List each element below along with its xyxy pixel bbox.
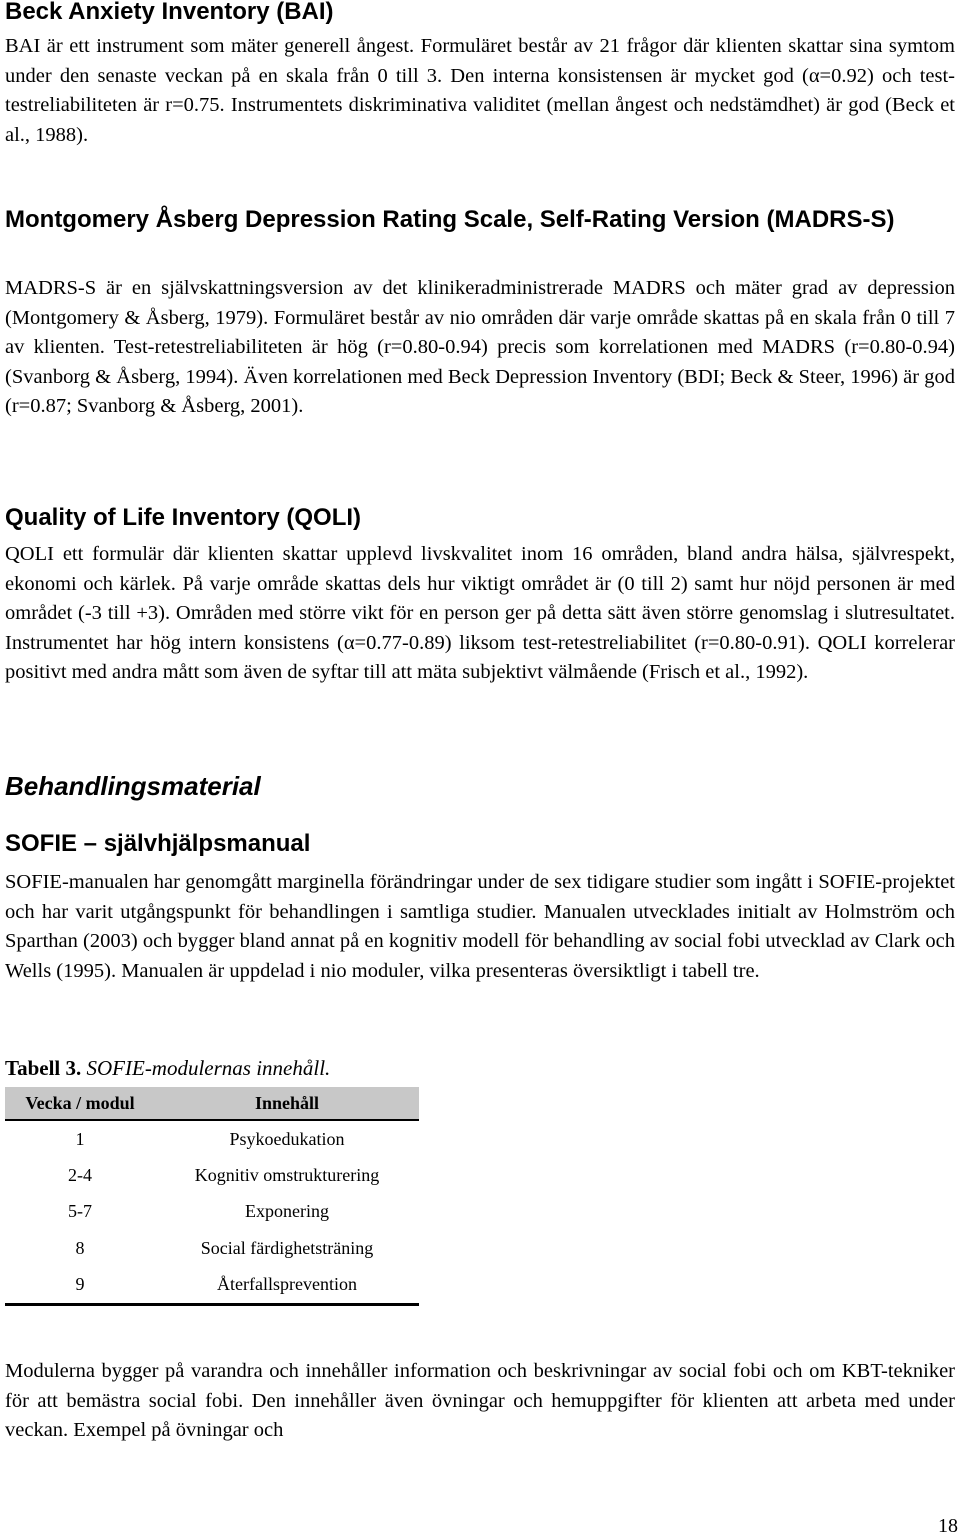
section-heading-sofie: SOFIE – självhjälpsmanual — [5, 830, 311, 857]
paragraph-bai: BAI är ett instrument som mäter generell ångest. Formuläret består av 21 frågor där klienten skattar sina symtom under den senaste veckan på en skala från 0 till 3. Den interna konsistensen är mycket god (α=0.92) och test-testreliabiliteten är r=0.75. Instrumentets diskriminativa validitet (mellan ångest och nedstämdhet) är god (Beck et al., 1988). — [5, 35, 955, 146]
table-cell-week: 2-4 — [68, 1165, 92, 1186]
paragraph-closing: Modulerna bygger på varandra och innehåller information och beskrivningar av social fobi och om KBT-tekniker för att bemästra social fobi. Den innehåller även övningar och hemuppgifter för klienten att arbeta med under veckan. Exempel på övningar och — [5, 1360, 955, 1441]
table-row — [5, 1267, 419, 1305]
section-heading-madrs: Montgomery Åsberg Depression Rating Scale, Self-Rating Version (MADRS-S) — [5, 206, 895, 233]
table-cell-content: Återfallsprevention — [155, 1267, 419, 1305]
table-header-cell: Innehåll — [155, 1087, 419, 1120]
table-header-row — [5, 1087, 419, 1120]
table-cell-content: Social färdighetsträning — [200, 1237, 374, 1258]
paragraph-qoli: QOLI ett formulär där klienten skattar upplevd livskvalitet inom 16 områden, bland andra hälsa, självrespekt, ekonomi och kärlek. På varje område skattas dels hur viktigt området är (0 till 2) samt hur nöjd personen är med området (-3 till +3). Områden med större vikt för en person ger på detta sätt även större genomslag i slutresultatet. Instrumentet har hög intern konsistens (α=0.77-0.89) liksom test-retestreliabilitet (r=0.80-0.91). QOLI korrelerar positivt med andra mått som även de syftar till att mäta subjektivt välmående (Frisch et al., 1992). — [5, 543, 955, 683]
table-cell-content: Psykoedukation — [229, 1128, 345, 1149]
table-caption-title: SOFIE-modulernas innehåll. — [86, 1056, 331, 1080]
table-row — [5, 1120, 419, 1157]
table-row — [5, 1194, 419, 1230]
table-cell-week: 5-7 — [68, 1201, 92, 1222]
table-cell-week: 1 — [75, 1128, 85, 1149]
table-cell-week: 8 — [75, 1237, 85, 1258]
section-heading-qoli: Quality of Life Inventory (QOLI) — [5, 504, 362, 531]
paragraph-sofie: SOFIE-manualen har genomgått marginella förändringar under de sex tidigare studier som ingått i SOFIE-projektet och har varit utgångspunkt för behandlingen i samtliga studier. Manualen utvecklades initialt av Holmström och Sparthan (2003) och bygger bland annat på en kognitiv modell för behandling av social fobi utvecklad av Clark och Wells (1995). Manualen är uppdelad i nio moduler, vilka presenteras översiktligt i tabell tre. — [5, 871, 955, 982]
sofie-modules-table — [5, 1087, 419, 1306]
table-row — [5, 1157, 419, 1193]
table-header-cell: Vecka / modul — [5, 1087, 155, 1120]
table-cell-week: 9 — [5, 1267, 155, 1305]
page-number: 18 — [938, 1515, 958, 1537]
table-cell-content: Exponering — [245, 1201, 329, 1222]
section-heading-bai: Beck Anxiety Inventory (BAI) — [5, 0, 334, 25]
table-row — [5, 1230, 419, 1266]
table-caption — [5, 1054, 330, 1082]
table-caption-label: Tabell 3. — [5, 1056, 82, 1080]
paragraph-madrs: MADRS-S är en självskattningsversion av det klinikeradministrerade MADRS och mäter grad av depression (Montgomery & Åsberg, 1979). Formuläret består av nio områden där varje område skattas på en skala från 0 till 7 av klienten. Test-retestreliabiliteten är hög (r=0.80-0.94) precis som korrelationen med MADRS (r=0.80-0.94) (Svanborg & Åsberg, 1994). Även korrelationen med Beck Depression Inventory (BDI; Beck & Steer, 1996) är god (r=0.87; Svanborg & Åsberg, 2001). — [5, 277, 955, 417]
table-cell-content: Kognitiv omstrukturering — [194, 1165, 380, 1186]
chapter-heading-behandlingsmaterial: Behandlingsmaterial — [5, 771, 261, 801]
